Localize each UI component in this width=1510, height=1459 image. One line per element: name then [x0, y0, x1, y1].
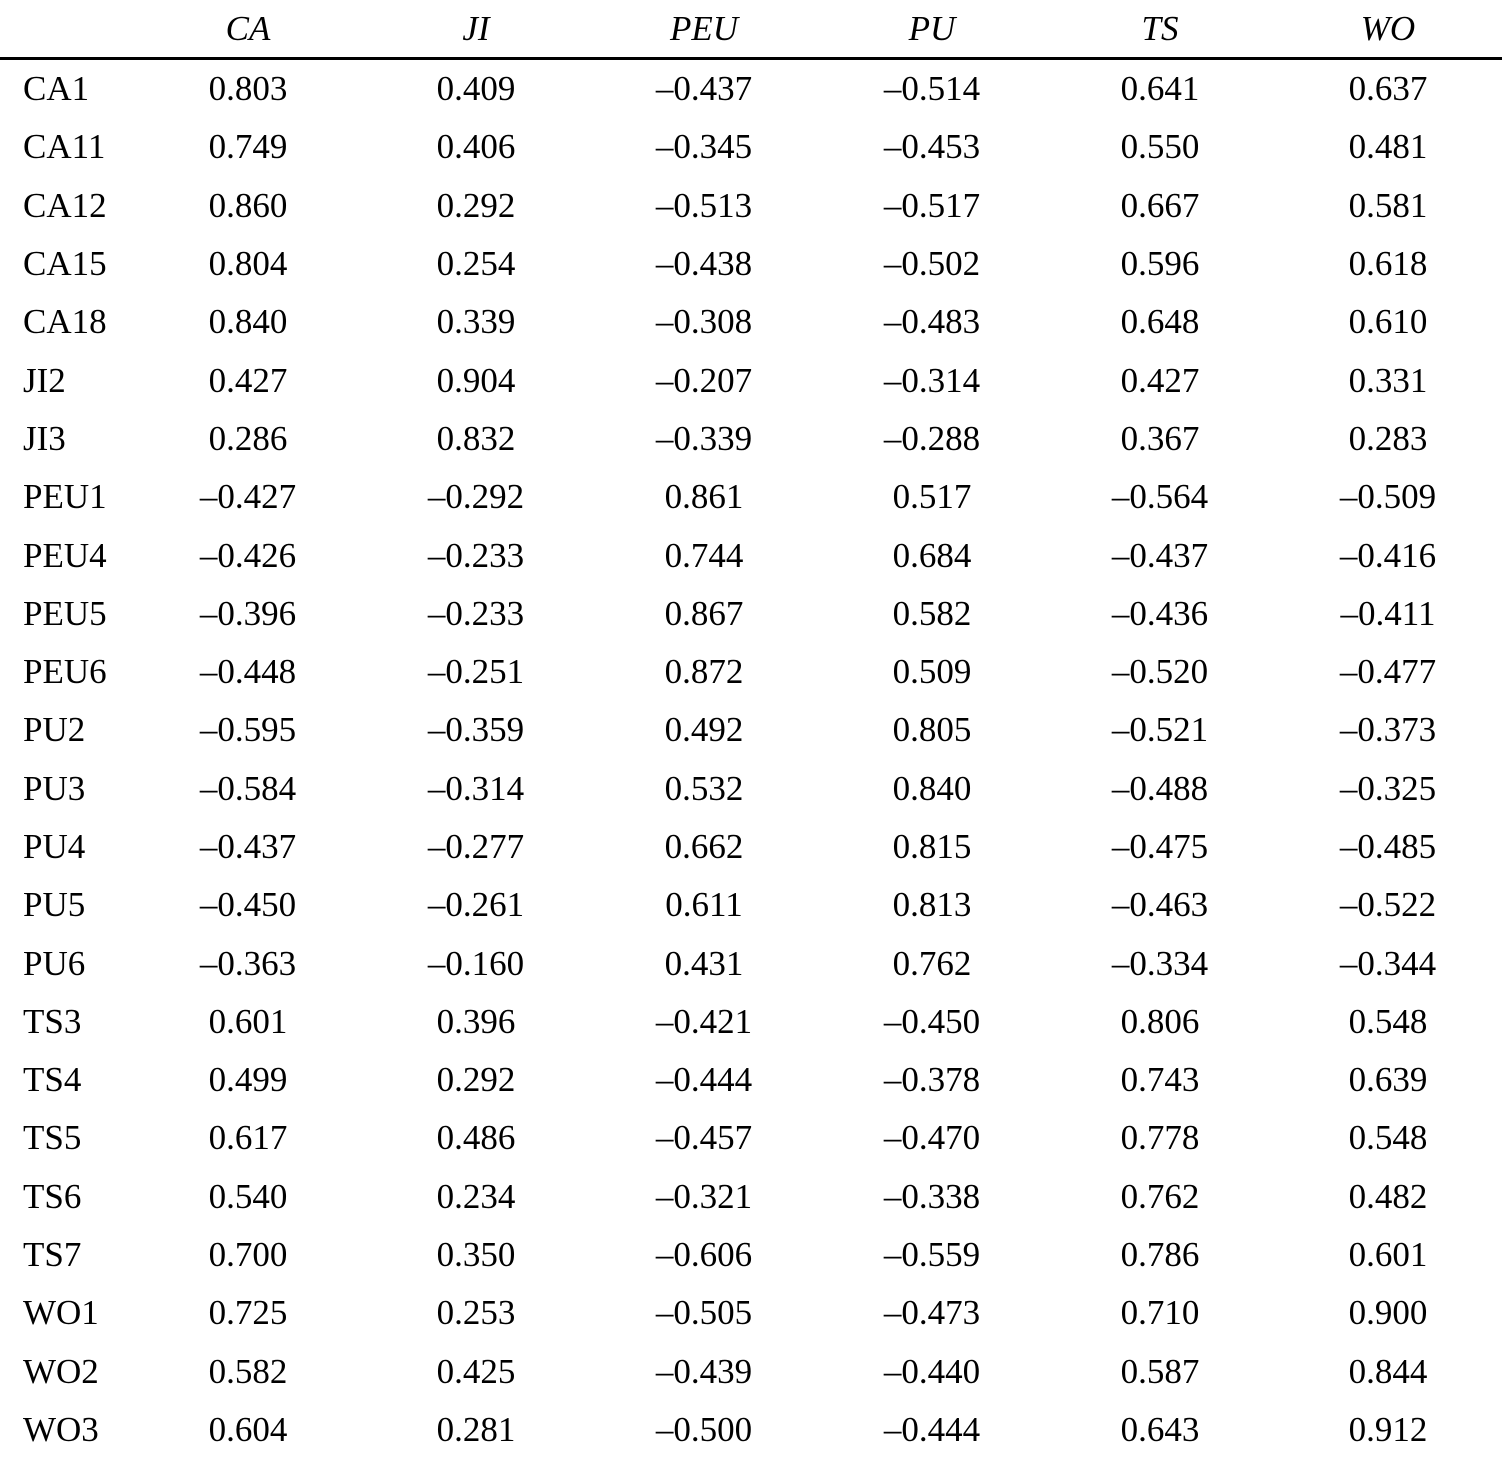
table-cell: –0.308	[590, 293, 818, 351]
table-cell: 0.550	[1046, 118, 1274, 176]
table-cell: –0.606	[590, 1226, 818, 1284]
row-label-cell: TS6	[0, 1168, 134, 1226]
table-cell: –0.207	[590, 351, 818, 409]
table-row	[0, 876, 1502, 934]
table-cell: 0.548	[1274, 1109, 1502, 1167]
row-label-cell: PEU4	[0, 526, 134, 584]
row-label-cell: CA12	[0, 177, 134, 235]
row-label-cell: PEU5	[0, 585, 134, 643]
table-row	[0, 1109, 1502, 1167]
table-row	[0, 1051, 1502, 1109]
table-cell: 0.832	[362, 410, 590, 468]
table-cell: 0.254	[362, 235, 590, 293]
table-cell: 0.786	[1046, 1226, 1274, 1284]
table-cell: 0.840	[134, 293, 362, 351]
table-cell: –0.463	[1046, 876, 1274, 934]
table-cell: –0.314	[818, 351, 1046, 409]
table-cell: 0.582	[818, 585, 1046, 643]
table-cell: 0.710	[1046, 1284, 1274, 1342]
table-cell: –0.444	[590, 1051, 818, 1109]
table-cell: 0.762	[1046, 1168, 1274, 1226]
table-cell: –0.437	[1046, 526, 1274, 584]
table-body	[0, 59, 1502, 1459]
table-cell: 0.806	[1046, 993, 1274, 1051]
table-cell: 0.367	[1046, 410, 1274, 468]
table-cell: –0.345	[590, 118, 818, 176]
table-cell: 0.743	[1046, 1051, 1274, 1109]
table-cell: –0.470	[818, 1109, 1046, 1167]
table-cell: 0.283	[1274, 410, 1502, 468]
table-cell: –0.251	[362, 643, 590, 701]
table-cell: 0.596	[1046, 235, 1274, 293]
table-cell: –0.314	[362, 760, 590, 818]
table-row	[0, 818, 1502, 876]
table-row	[0, 410, 1502, 468]
table-cell: 0.425	[362, 1343, 590, 1401]
table-cell: –0.261	[362, 876, 590, 934]
table-row	[0, 1284, 1502, 1342]
row-label-cell: TS3	[0, 993, 134, 1051]
row-label-cell: TS4	[0, 1051, 134, 1109]
table-row	[0, 293, 1502, 351]
row-label-cell: PEU1	[0, 468, 134, 526]
table-cell: –0.160	[362, 934, 590, 992]
table-cell: 0.499	[134, 1051, 362, 1109]
table-cell: –0.436	[1046, 585, 1274, 643]
row-label-cell: PU2	[0, 701, 134, 759]
table-cell: 0.431	[590, 934, 818, 992]
table-cell: –0.522	[1274, 876, 1502, 934]
table-row	[0, 934, 1502, 992]
table-cell: 0.517	[818, 468, 1046, 526]
table-cell: –0.520	[1046, 643, 1274, 701]
table-cell: 0.509	[818, 643, 1046, 701]
table-cell: 0.427	[134, 351, 362, 409]
table-row	[0, 59, 1502, 119]
table-cell: 0.867	[590, 585, 818, 643]
table-row	[0, 1343, 1502, 1401]
header-cell-peu: PEU	[590, 0, 818, 59]
table-cell: 0.582	[134, 1343, 362, 1401]
table-cell: 0.482	[1274, 1168, 1502, 1226]
table-cell: –0.416	[1274, 526, 1502, 584]
row-label-cell: PEU6	[0, 643, 134, 701]
table-cell: 0.762	[818, 934, 1046, 992]
table-cell: –0.233	[362, 526, 590, 584]
row-label-cell: PU6	[0, 934, 134, 992]
table-cell: 0.548	[1274, 993, 1502, 1051]
table-cell: 0.281	[362, 1401, 590, 1459]
table-cell: 0.860	[134, 177, 362, 235]
table-cell: 0.409	[362, 59, 590, 119]
table-cell: 0.601	[1274, 1226, 1502, 1284]
table-cell: –0.559	[818, 1226, 1046, 1284]
table-cell: –0.500	[590, 1401, 818, 1459]
table-cell: 0.618	[1274, 235, 1502, 293]
table-cell: –0.437	[134, 818, 362, 876]
table-cell: –0.485	[1274, 818, 1502, 876]
table-cell: –0.564	[1046, 468, 1274, 526]
table-cell: 0.481	[1274, 118, 1502, 176]
table-cell: 0.700	[134, 1226, 362, 1284]
table-cell: –0.450	[818, 993, 1046, 1051]
table-cell: 0.492	[590, 701, 818, 759]
row-label-cell: WO3	[0, 1401, 134, 1459]
table-cell: 0.286	[134, 410, 362, 468]
table-row	[0, 177, 1502, 235]
table-cell: –0.421	[590, 993, 818, 1051]
row-label-cell: CA1	[0, 59, 134, 119]
table-cell: 0.406	[362, 118, 590, 176]
table-cell: 0.803	[134, 59, 362, 119]
table-cell: –0.514	[818, 59, 1046, 119]
table-row	[0, 468, 1502, 526]
table-cell: –0.359	[362, 701, 590, 759]
row-label-cell: PU3	[0, 760, 134, 818]
table-cell: 0.639	[1274, 1051, 1502, 1109]
header-cell-ts: TS	[1046, 0, 1274, 59]
table-cell: 0.292	[362, 177, 590, 235]
table-row	[0, 1168, 1502, 1226]
table-cell: 0.292	[362, 1051, 590, 1109]
row-label-cell: TS7	[0, 1226, 134, 1284]
row-label-cell: JI2	[0, 351, 134, 409]
header-cell-ji: JI	[362, 0, 590, 59]
table-cell: –0.483	[818, 293, 1046, 351]
table-cell: –0.457	[590, 1109, 818, 1167]
table-cell: –0.450	[134, 876, 362, 934]
table-cell: –0.477	[1274, 643, 1502, 701]
table-cell: 0.427	[1046, 351, 1274, 409]
table-cell: 0.872	[590, 643, 818, 701]
table-row	[0, 585, 1502, 643]
table-cell: 0.350	[362, 1226, 590, 1284]
row-label-cell: PU4	[0, 818, 134, 876]
table-cell: –0.473	[818, 1284, 1046, 1342]
header-row	[0, 0, 1502, 59]
table-cell: 0.749	[134, 118, 362, 176]
table-cell: 0.648	[1046, 293, 1274, 351]
header-cell-pu: PU	[818, 0, 1046, 59]
table-cell: 0.813	[818, 876, 1046, 934]
table-cell: –0.344	[1274, 934, 1502, 992]
header-cell-wo: WO	[1274, 0, 1502, 59]
table-cell: –0.427	[134, 468, 362, 526]
table-cell: 0.900	[1274, 1284, 1502, 1342]
table-cell: 0.912	[1274, 1401, 1502, 1459]
table-cell: 0.601	[134, 993, 362, 1051]
table-cell: 0.604	[134, 1401, 362, 1459]
row-label-cell: CA18	[0, 293, 134, 351]
table-cell: –0.363	[134, 934, 362, 992]
table-cell: –0.521	[1046, 701, 1274, 759]
table-cell: –0.448	[134, 643, 362, 701]
table-cell: 0.643	[1046, 1401, 1274, 1459]
table-row	[0, 118, 1502, 176]
table-cell: 0.253	[362, 1284, 590, 1342]
table-cell: –0.321	[590, 1168, 818, 1226]
table-cell: –0.437	[590, 59, 818, 119]
table-cell: –0.338	[818, 1168, 1046, 1226]
table-cell: 0.587	[1046, 1343, 1274, 1401]
table-cell: 0.904	[362, 351, 590, 409]
table-cell: –0.475	[1046, 818, 1274, 876]
table-row	[0, 235, 1502, 293]
table-row	[0, 993, 1502, 1051]
table-cell: 0.844	[1274, 1343, 1502, 1401]
table-cell: –0.396	[134, 585, 362, 643]
table-cell: 0.662	[590, 818, 818, 876]
table-cell: 0.396	[362, 993, 590, 1051]
table-row	[0, 701, 1502, 759]
table-cell: –0.233	[362, 585, 590, 643]
table-cell: –0.513	[590, 177, 818, 235]
table-cell: 0.486	[362, 1109, 590, 1167]
row-label-cell: TS5	[0, 1109, 134, 1167]
table-cell: –0.292	[362, 468, 590, 526]
table-cell: 0.581	[1274, 177, 1502, 235]
table-cell: 0.804	[134, 235, 362, 293]
table-cell: –0.488	[1046, 760, 1274, 818]
row-label-cell: JI3	[0, 410, 134, 468]
table-cell: –0.584	[134, 760, 362, 818]
table-cell: 0.611	[590, 876, 818, 934]
row-label-cell: CA15	[0, 235, 134, 293]
table-cell: –0.325	[1274, 760, 1502, 818]
table-cell: 0.617	[134, 1109, 362, 1167]
table-cell: 0.861	[590, 468, 818, 526]
table-row	[0, 1401, 1502, 1459]
table-cell: –0.444	[818, 1401, 1046, 1459]
table-cell: –0.288	[818, 410, 1046, 468]
table-cell: 0.840	[818, 760, 1046, 818]
table-row	[0, 643, 1502, 701]
table-row	[0, 760, 1502, 818]
table-cell: –0.373	[1274, 701, 1502, 759]
table-cell: 0.667	[1046, 177, 1274, 235]
table-cell: 0.637	[1274, 59, 1502, 119]
header-cell-blank	[0, 0, 134, 59]
table-row	[0, 1226, 1502, 1284]
header-cell-ca: CA	[134, 0, 362, 59]
table-cell: –0.426	[134, 526, 362, 584]
table-cell: 0.331	[1274, 351, 1502, 409]
table-cell: 0.815	[818, 818, 1046, 876]
table-cell: 0.725	[134, 1284, 362, 1342]
table-cell: –0.439	[590, 1343, 818, 1401]
table-cell: –0.339	[590, 410, 818, 468]
table-cell: –0.438	[590, 235, 818, 293]
row-label-cell: PU5	[0, 876, 134, 934]
table-cell: 0.234	[362, 1168, 590, 1226]
table-cell: 0.540	[134, 1168, 362, 1226]
row-label-cell: CA11	[0, 118, 134, 176]
table-cell: 0.641	[1046, 59, 1274, 119]
table-cell: –0.509	[1274, 468, 1502, 526]
table-row	[0, 351, 1502, 409]
table-cell: –0.505	[590, 1284, 818, 1342]
table-cell: 0.805	[818, 701, 1046, 759]
table-cell: –0.334	[1046, 934, 1274, 992]
row-label-cell: WO1	[0, 1284, 134, 1342]
table-cell: –0.277	[362, 818, 590, 876]
table-cell: 0.778	[1046, 1109, 1274, 1167]
table-cell: –0.502	[818, 235, 1046, 293]
table-cell: 0.532	[590, 760, 818, 818]
table-cell: –0.378	[818, 1051, 1046, 1109]
row-label-cell: WO2	[0, 1343, 134, 1401]
table-cell: 0.610	[1274, 293, 1502, 351]
table-cell: 0.684	[818, 526, 1046, 584]
table-cell: –0.517	[818, 177, 1046, 235]
table-cell: –0.411	[1274, 585, 1502, 643]
table-header	[0, 0, 1502, 59]
table-cell: 0.744	[590, 526, 818, 584]
table-row	[0, 526, 1502, 584]
table-cell: 0.339	[362, 293, 590, 351]
table-cell: –0.453	[818, 118, 1046, 176]
table-cell: –0.440	[818, 1343, 1046, 1401]
table-cell: –0.595	[134, 701, 362, 759]
